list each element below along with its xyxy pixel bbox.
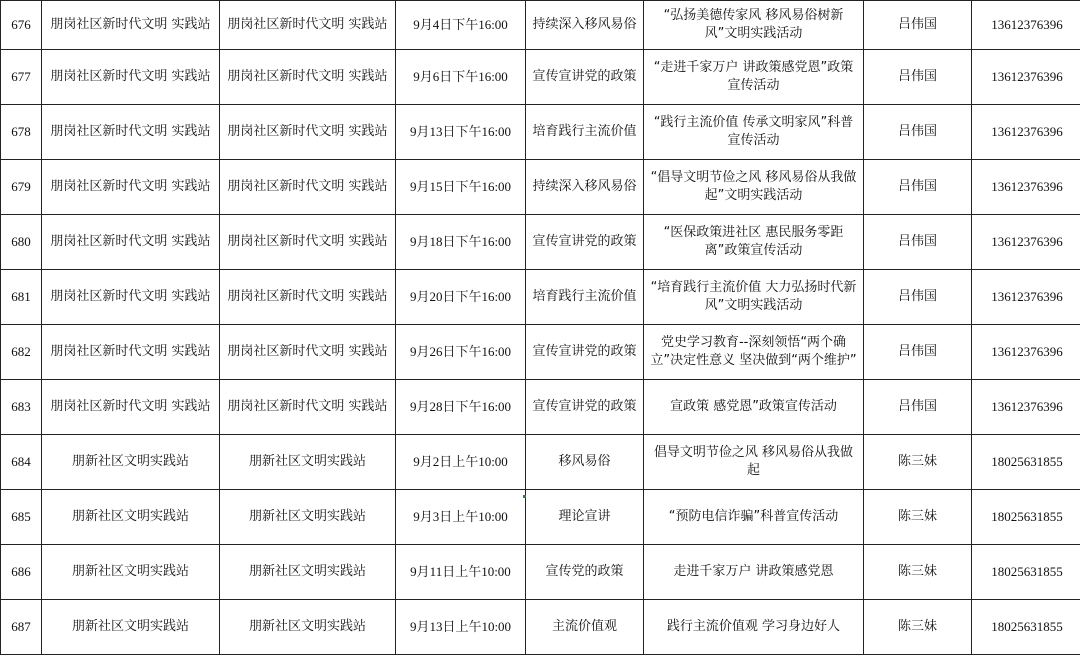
activity-content-cell[interactable]: 倡导文明节俭之风 移风易俗从我做起 xyxy=(644,435,864,490)
table-row xyxy=(1,1,1080,50)
row-number[interactable]: 679 xyxy=(1,160,42,215)
row-number[interactable]: 681 xyxy=(1,270,42,325)
activity-type-cell[interactable]: 宣传宣讲党的政策 xyxy=(526,215,644,270)
time-cell[interactable]: 9月15日下午16:00 xyxy=(396,160,526,215)
activity-content-cell[interactable]: “弘扬美德传家风 移风易俗树新风”文明实践活动 xyxy=(644,1,864,50)
venue-cell[interactable]: 朋新社区文明实践站 xyxy=(220,600,396,655)
activity-type-cell[interactable]: 培育践行主流价值 xyxy=(526,105,644,160)
time-cell[interactable]: 9月3日上午10:00 xyxy=(396,490,526,545)
table-row xyxy=(1,435,1080,490)
table-row xyxy=(1,545,1080,600)
activity-type-cell[interactable]: 宣传宣讲党的政策 xyxy=(526,325,644,380)
time-cell[interactable]: 9月13日下午16:00 xyxy=(396,105,526,160)
table-row xyxy=(1,160,1080,215)
organizer-cell[interactable]: 朋岗社区新时代文明 实践站 xyxy=(42,380,220,435)
organizer-cell[interactable]: 朋新社区文明实践站 xyxy=(42,490,220,545)
activity-type-cell[interactable]: 持续深入移风易俗 xyxy=(526,160,644,215)
activity-content-cell[interactable]: “倡导文明节俭之风 移风易俗从我做起”文明实践活动 xyxy=(644,160,864,215)
contact-person-cell[interactable]: 吕伟国 xyxy=(864,325,972,380)
organizer-cell[interactable]: 朋岗社区新时代文明 实践站 xyxy=(42,270,220,325)
contact-person-cell[interactable]: 陈三妹 xyxy=(864,490,972,545)
table-row xyxy=(1,325,1080,380)
organizer-cell[interactable]: 朋岗社区新时代文明 实践站 xyxy=(42,325,220,380)
contact-phone-cell[interactable]: 13612376396 xyxy=(972,1,1080,50)
time-cell[interactable]: 9月18日下午16:00 xyxy=(396,215,526,270)
contact-phone-cell[interactable]: 18025631855 xyxy=(972,490,1080,545)
table-row xyxy=(1,50,1080,105)
organizer-cell[interactable]: 朋岗社区新时代文明 实践站 xyxy=(42,105,220,160)
contact-person-cell[interactable]: 陈三妹 xyxy=(864,435,972,490)
table-row xyxy=(1,270,1080,325)
venue-cell[interactable]: 朋新社区文明实践站 xyxy=(220,545,396,600)
organizer-cell[interactable]: 朋岗社区新时代文明 实践站 xyxy=(42,1,220,50)
organizer-cell[interactable]: 朋岗社区新时代文明 实践站 xyxy=(42,215,220,270)
activity-content-cell[interactable]: 宣政策 感党恩”政策宣传活动 xyxy=(644,380,864,435)
contact-person-cell[interactable]: 陈三妹 xyxy=(864,600,972,655)
row-number[interactable]: 684 xyxy=(1,435,42,490)
contact-phone-cell[interactable]: 13612376396 xyxy=(972,105,1080,160)
activity-type-cell[interactable]: 宣传宣讲党的政策 xyxy=(526,50,644,105)
contact-phone-cell[interactable]: 18025631855 xyxy=(972,545,1080,600)
contact-person-cell[interactable]: 吕伟国 xyxy=(864,105,972,160)
organizer-cell[interactable]: 朋新社区文明实践站 xyxy=(42,545,220,600)
activity-content-cell[interactable]: “培育践行主流价值 大力弘扬时代新风”文明实践活动 xyxy=(644,270,864,325)
time-cell[interactable]: 9月26日下午16:00 xyxy=(396,325,526,380)
contact-phone-cell[interactable]: 18025631855 xyxy=(972,600,1080,655)
time-cell[interactable]: 9月20日下午16:00 xyxy=(396,270,526,325)
time-cell[interactable]: 9月4日下午16:00 xyxy=(396,1,526,50)
contact-phone-cell[interactable]: 18025631855 xyxy=(972,435,1080,490)
table-row xyxy=(1,215,1080,270)
contact-phone-cell[interactable]: 13612376396 xyxy=(972,160,1080,215)
contact-phone-cell[interactable]: 13612376396 xyxy=(972,380,1080,435)
activity-type-cell[interactable]: 持续深入移风易俗 xyxy=(526,1,644,50)
time-cell[interactable]: 9月28日下午16:00 xyxy=(396,380,526,435)
organizer-cell[interactable]: 朋新社区文明实践站 xyxy=(42,600,220,655)
table-row xyxy=(1,105,1080,160)
venue-cell[interactable]: 朋岗社区新时代文明 实践站 xyxy=(220,270,396,325)
organizer-cell[interactable]: 朋岗社区新时代文明 实践站 xyxy=(42,160,220,215)
activity-content-cell[interactable]: 党史学习教育--深刻领悟“两个确立”决定性意义 坚决做到“两个维护” xyxy=(644,325,864,380)
time-cell[interactable]: 9月11日上午10:00 xyxy=(396,545,526,600)
venue-cell[interactable]: 朋岗社区新时代文明 实践站 xyxy=(220,1,396,50)
contact-person-cell[interactable]: 吕伟国 xyxy=(864,215,972,270)
activity-content-cell[interactable]: 走进千家万户 讲政策感党恩 xyxy=(644,545,864,600)
venue-cell[interactable]: 朋岗社区新时代文明 实践站 xyxy=(220,50,396,105)
organizer-cell[interactable]: 朋岗社区新时代文明 实践站 xyxy=(42,50,220,105)
time-cell[interactable]: 9月13日上午10:00 xyxy=(396,600,526,655)
activity-type-cell[interactable]: 宣传宣讲党的政策 xyxy=(526,380,644,435)
venue-cell[interactable]: 朋岗社区新时代文明 实践站 xyxy=(220,160,396,215)
row-number[interactable]: 677 xyxy=(1,50,42,105)
contact-phone-cell[interactable]: 13612376396 xyxy=(972,325,1080,380)
table-row xyxy=(1,490,1080,545)
row-number[interactable]: 683 xyxy=(1,380,42,435)
activity-type-cell[interactable]: 移风易俗 xyxy=(526,435,644,490)
contact-person-cell[interactable]: 陈三妹 xyxy=(864,545,972,600)
row-number[interactable]: 687 xyxy=(1,600,42,655)
contact-phone-cell[interactable]: 13612376396 xyxy=(972,50,1080,105)
contact-person-cell[interactable]: 吕伟国 xyxy=(864,50,972,105)
time-cell[interactable]: 9月6日下午16:00 xyxy=(396,50,526,105)
venue-cell[interactable]: 朋岗社区新时代文明 实践站 xyxy=(220,215,396,270)
time-cell[interactable]: 9月2日上午10:00 xyxy=(396,435,526,490)
activity-type-cell[interactable]: 培育践行主流价值 xyxy=(526,270,644,325)
contact-phone-cell[interactable]: 13612376396 xyxy=(972,270,1080,325)
table-row xyxy=(1,600,1080,655)
venue-cell[interactable]: 朋新社区文明实践站 xyxy=(220,490,396,545)
activity-content-cell[interactable]: “践行主流价值 传承文明家风”科普宣传活动 xyxy=(644,105,864,160)
cell-selection-marker xyxy=(523,495,526,498)
row-number[interactable]: 678 xyxy=(1,105,42,160)
activity-content-cell[interactable]: “预防电信诈骗”科普宣传活动 xyxy=(644,490,864,545)
activity-content-cell[interactable]: “医保政策进社区 惠民服务零距离”政策宣传活动 xyxy=(644,215,864,270)
organizer-cell[interactable]: 朋新社区文明实践站 xyxy=(42,435,220,490)
venue-cell[interactable]: 朋新社区文明实践站 xyxy=(220,435,396,490)
venue-cell[interactable]: 朋岗社区新时代文明 实践站 xyxy=(220,105,396,160)
activity-type-cell[interactable]: 宣传党的政策 xyxy=(526,545,644,600)
row-number[interactable]: 676 xyxy=(1,1,42,50)
row-number[interactable]: 685 xyxy=(1,490,42,545)
contact-person-cell[interactable]: 吕伟国 xyxy=(864,1,972,50)
activity-content-cell[interactable]: “走进千家万户 讲政策感党恩”政策宣传活动 xyxy=(644,50,864,105)
activity-content-cell[interactable]: 践行主流价值观 学习身边好人 xyxy=(644,600,864,655)
contact-person-cell[interactable]: 吕伟国 xyxy=(864,270,972,325)
contact-person-cell[interactable]: 吕伟国 xyxy=(864,380,972,435)
venue-cell[interactable]: 朋岗社区新时代文明 实践站 xyxy=(220,380,396,435)
row-number[interactable]: 680 xyxy=(1,215,42,270)
row-number[interactable]: 682 xyxy=(1,325,42,380)
activity-type-cell[interactable]: 主流价值观 xyxy=(526,600,644,655)
activity-type-cell[interactable]: 理论宣讲 xyxy=(526,490,644,545)
contact-phone-cell[interactable]: 13612376396 xyxy=(972,215,1080,270)
venue-cell[interactable]: 朋岗社区新时代文明 实践站 xyxy=(220,325,396,380)
row-number[interactable]: 686 xyxy=(1,545,42,600)
table-row xyxy=(1,380,1080,435)
table-body xyxy=(1,1,1080,655)
contact-person-cell[interactable]: 吕伟国 xyxy=(864,160,972,215)
